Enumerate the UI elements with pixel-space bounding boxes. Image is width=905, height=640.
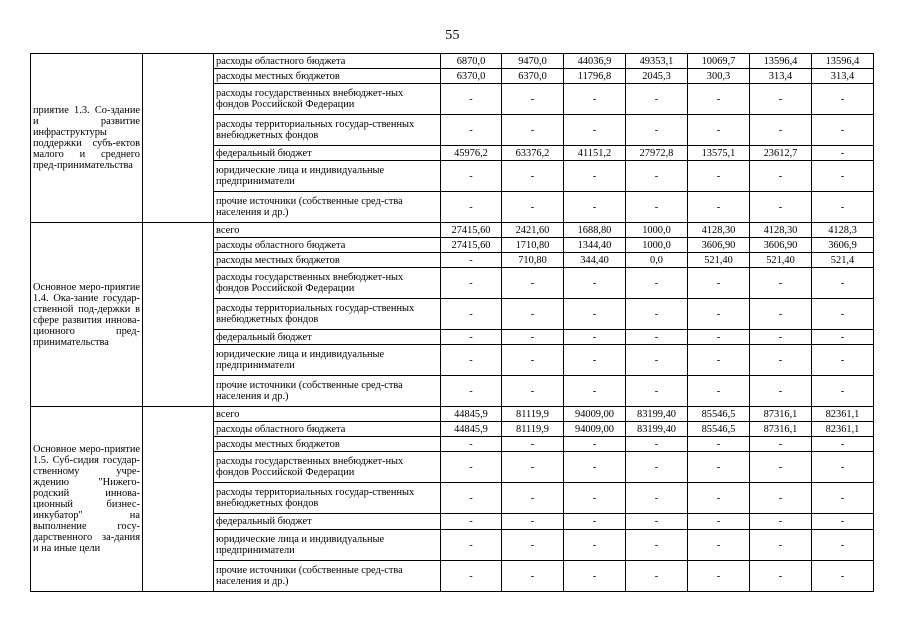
funding-source: юридические лица и индивидуальные предприниматели <box>214 345 441 376</box>
value-cell: 313,4 <box>750 69 812 84</box>
funding-source: расходы государственных внебюджет-ных фондов Российской Федерации <box>214 84 441 115</box>
value-cell: 710,80 <box>502 253 564 268</box>
value-cell: - <box>750 345 812 376</box>
value-cell: - <box>564 268 626 299</box>
value-cell: 11796,8 <box>564 69 626 84</box>
value-cell: - <box>626 561 688 592</box>
value-cell: 6870,0 <box>441 54 502 69</box>
value-cell: - <box>564 192 626 223</box>
value-cell: - <box>750 192 812 223</box>
value-cell: 27415,60 <box>441 223 502 238</box>
value-cell: - <box>441 115 502 146</box>
value-cell: 27972,8 <box>626 146 688 161</box>
executor-cell <box>143 407 214 592</box>
value-cell: 94009,00 <box>564 422 626 437</box>
value-cell: 1000,0 <box>626 238 688 253</box>
value-cell: - <box>812 84 874 115</box>
table-row <box>31 407 874 422</box>
value-cell: - <box>688 268 750 299</box>
value-cell: - <box>626 115 688 146</box>
value-cell: 521,40 <box>688 253 750 268</box>
value-cell: 4128,3 <box>812 223 874 238</box>
value-cell: - <box>688 452 750 483</box>
value-cell: - <box>750 84 812 115</box>
value-cell: - <box>812 452 874 483</box>
value-cell: - <box>502 483 564 514</box>
value-cell: - <box>750 437 812 452</box>
value-cell: 49353,1 <box>626 54 688 69</box>
funding-source: прочие источники (собственные сред-ства населения и др.) <box>214 561 441 592</box>
value-cell: - <box>564 345 626 376</box>
value-cell: - <box>441 376 502 407</box>
value-cell: - <box>688 192 750 223</box>
value-cell: 344,40 <box>564 253 626 268</box>
value-cell: 45976,2 <box>441 146 502 161</box>
value-cell: 1344,40 <box>564 238 626 253</box>
value-cell: 63376,2 <box>502 146 564 161</box>
value-cell: - <box>502 330 564 345</box>
value-cell: 3606,9 <box>812 238 874 253</box>
value-cell: 1688,80 <box>564 223 626 238</box>
value-cell: - <box>502 514 564 530</box>
funding-source: федеральный бюджет <box>214 514 441 530</box>
value-cell: 85546,5 <box>688 407 750 422</box>
value-cell: - <box>626 268 688 299</box>
value-cell: - <box>812 483 874 514</box>
value-cell: - <box>441 345 502 376</box>
value-cell: 2045,3 <box>626 69 688 84</box>
value-cell: - <box>688 330 750 345</box>
value-cell: 13596,4 <box>812 54 874 69</box>
value-cell: - <box>750 299 812 330</box>
value-cell: - <box>441 253 502 268</box>
value-cell: 6370,0 <box>441 69 502 84</box>
value-cell: - <box>688 161 750 192</box>
value-cell: 27415,60 <box>441 238 502 253</box>
value-cell: 13596,4 <box>750 54 812 69</box>
page-number: 55 <box>445 28 460 43</box>
value-cell: - <box>441 161 502 192</box>
value-cell: 23612,7 <box>750 146 812 161</box>
value-cell: - <box>688 561 750 592</box>
activity-cell: приятие 1.3. Со-здание и развитие инфраструктуры поддержки субъ-ектов малого и среднего пред-принимательства <box>31 54 143 223</box>
value-cell: 41151,2 <box>564 146 626 161</box>
value-cell: - <box>688 530 750 561</box>
value-cell: 81119,9 <box>502 422 564 437</box>
value-cell: - <box>812 345 874 376</box>
funding-source: расходы государственных внебюджет-ных фондов Российской Федерации <box>214 452 441 483</box>
value-cell: - <box>564 299 626 330</box>
value-cell: - <box>688 483 750 514</box>
value-cell: - <box>502 268 564 299</box>
value-cell: 3606,90 <box>750 238 812 253</box>
value-cell: 4128,30 <box>688 223 750 238</box>
funding-source: прочие источники (собственные сред-ства населения и др.) <box>214 192 441 223</box>
value-cell: - <box>502 530 564 561</box>
value-cell: - <box>626 452 688 483</box>
value-cell: 6370,0 <box>502 69 564 84</box>
value-cell: - <box>626 161 688 192</box>
value-cell: - <box>750 561 812 592</box>
value-cell: 87316,1 <box>750 407 812 422</box>
value-cell: 521,4 <box>812 253 874 268</box>
value-cell: - <box>441 192 502 223</box>
funding-source: расходы местных бюджетов <box>214 437 441 452</box>
value-cell: - <box>812 268 874 299</box>
value-cell: 81119,9 <box>502 407 564 422</box>
funding-source: расходы территориальных государ-ственных внебюджетных фондов <box>214 115 441 146</box>
value-cell: 82361,1 <box>812 422 874 437</box>
value-cell: 313,4 <box>812 69 874 84</box>
value-cell: - <box>750 452 812 483</box>
value-cell: - <box>688 437 750 452</box>
value-cell: - <box>564 530 626 561</box>
value-cell: - <box>441 437 502 452</box>
value-cell: - <box>812 299 874 330</box>
value-cell: - <box>750 530 812 561</box>
value-cell: 0,0 <box>626 253 688 268</box>
value-cell: - <box>502 115 564 146</box>
table-row <box>31 223 874 238</box>
value-cell: 2421,60 <box>502 223 564 238</box>
funding-source: федеральный бюджет <box>214 146 441 161</box>
value-cell: - <box>750 161 812 192</box>
value-cell: - <box>564 514 626 530</box>
value-cell: - <box>441 299 502 330</box>
value-cell: 4128,30 <box>750 223 812 238</box>
funding-source: всего <box>214 223 441 238</box>
value-cell: - <box>626 376 688 407</box>
funding-source: расходы государственных внебюджет-ных фондов Российской Федерации <box>214 268 441 299</box>
value-cell: - <box>441 268 502 299</box>
value-cell: 94009,00 <box>564 407 626 422</box>
value-cell: - <box>812 192 874 223</box>
value-cell: - <box>502 561 564 592</box>
executor-cell <box>143 223 214 407</box>
value-cell: - <box>502 161 564 192</box>
value-cell: - <box>502 437 564 452</box>
value-cell: - <box>564 483 626 514</box>
budget-table <box>30 53 874 592</box>
funding-source: расходы областного бюджета <box>214 54 441 69</box>
value-cell: - <box>688 84 750 115</box>
value-cell: - <box>441 483 502 514</box>
funding-source: прочие источники (собственные сред-ства населения и др.) <box>214 376 441 407</box>
value-cell: - <box>750 483 812 514</box>
value-cell: - <box>564 84 626 115</box>
value-cell: 3606,90 <box>688 238 750 253</box>
value-cell: - <box>688 115 750 146</box>
value-cell: - <box>564 115 626 146</box>
funding-source: расходы областного бюджета <box>214 422 441 437</box>
funding-source: расходы территориальных государ-ственных внебюджетных фондов <box>214 483 441 514</box>
value-cell: - <box>750 376 812 407</box>
value-cell: - <box>564 437 626 452</box>
value-cell: - <box>626 437 688 452</box>
value-cell: - <box>626 299 688 330</box>
value-cell: - <box>441 514 502 530</box>
value-cell: - <box>626 330 688 345</box>
table-row <box>31 54 874 69</box>
funding-source: расходы местных бюджетов <box>214 69 441 84</box>
value-cell: - <box>812 561 874 592</box>
value-cell: - <box>626 84 688 115</box>
value-cell: 44845,9 <box>441 407 502 422</box>
value-cell: - <box>812 330 874 345</box>
value-cell: - <box>502 376 564 407</box>
value-cell: 83199,40 <box>626 422 688 437</box>
value-cell: - <box>502 192 564 223</box>
funding-source: федеральный бюджет <box>214 330 441 345</box>
value-cell: - <box>750 514 812 530</box>
activity-cell: Основное меро-приятие 1.5. Суб-сидия государ-ственному учре-ждению "Нижего-родский иннова-ционный бизнес-инкубатор" на выполнение госу-дарственного за-дания и на иные цели <box>31 407 143 592</box>
value-cell: 1000,0 <box>626 223 688 238</box>
value-cell: - <box>502 84 564 115</box>
value-cell: - <box>812 437 874 452</box>
value-cell: - <box>502 345 564 376</box>
value-cell: 44036,9 <box>564 54 626 69</box>
value-cell: - <box>441 530 502 561</box>
value-cell: 82361,1 <box>812 407 874 422</box>
value-cell: 85546,5 <box>688 422 750 437</box>
value-cell: - <box>441 330 502 345</box>
value-cell: - <box>626 192 688 223</box>
funding-source: всего <box>214 407 441 422</box>
value-cell: 13575,1 <box>688 146 750 161</box>
funding-source: юридические лица и индивидуальные предприниматели <box>214 161 441 192</box>
value-cell: - <box>688 514 750 530</box>
value-cell: - <box>441 84 502 115</box>
executor-cell <box>143 54 214 223</box>
value-cell: - <box>626 530 688 561</box>
value-cell: - <box>688 376 750 407</box>
value-cell: - <box>441 561 502 592</box>
value-cell: - <box>564 330 626 345</box>
funding-source: расходы областного бюджета <box>214 238 441 253</box>
value-cell: - <box>626 514 688 530</box>
value-cell: - <box>626 483 688 514</box>
value-cell: - <box>812 530 874 561</box>
value-cell: - <box>564 452 626 483</box>
funding-source: расходы территориальных государ-ственных внебюджетных фондов <box>214 299 441 330</box>
value-cell: - <box>812 161 874 192</box>
value-cell: - <box>812 146 874 161</box>
value-cell: - <box>502 299 564 330</box>
value-cell: 83199,40 <box>626 407 688 422</box>
value-cell: - <box>750 268 812 299</box>
value-cell: 521,40 <box>750 253 812 268</box>
value-cell: - <box>564 561 626 592</box>
value-cell: - <box>564 161 626 192</box>
value-cell: 9470,0 <box>502 54 564 69</box>
activity-cell: Основное меро-приятие 1.4. Ока-зание государ-ственной под-держки в сфере развития иннова-ционного пред-принимательства <box>31 223 143 407</box>
funding-source: расходы местных бюджетов <box>214 253 441 268</box>
value-cell: - <box>812 376 874 407</box>
value-cell: - <box>812 514 874 530</box>
value-cell: - <box>812 115 874 146</box>
value-cell: 10069,7 <box>688 54 750 69</box>
value-cell: - <box>626 345 688 376</box>
value-cell: - <box>688 345 750 376</box>
funding-source: юридические лица и индивидуальные предприниматели <box>214 530 441 561</box>
value-cell: - <box>688 299 750 330</box>
value-cell: - <box>750 330 812 345</box>
value-cell: 44845,9 <box>441 422 502 437</box>
value-cell: 300,3 <box>688 69 750 84</box>
value-cell: - <box>441 452 502 483</box>
value-cell: - <box>564 376 626 407</box>
value-cell: - <box>750 115 812 146</box>
value-cell: 87316,1 <box>750 422 812 437</box>
value-cell: - <box>502 452 564 483</box>
value-cell: 1710,80 <box>502 238 564 253</box>
